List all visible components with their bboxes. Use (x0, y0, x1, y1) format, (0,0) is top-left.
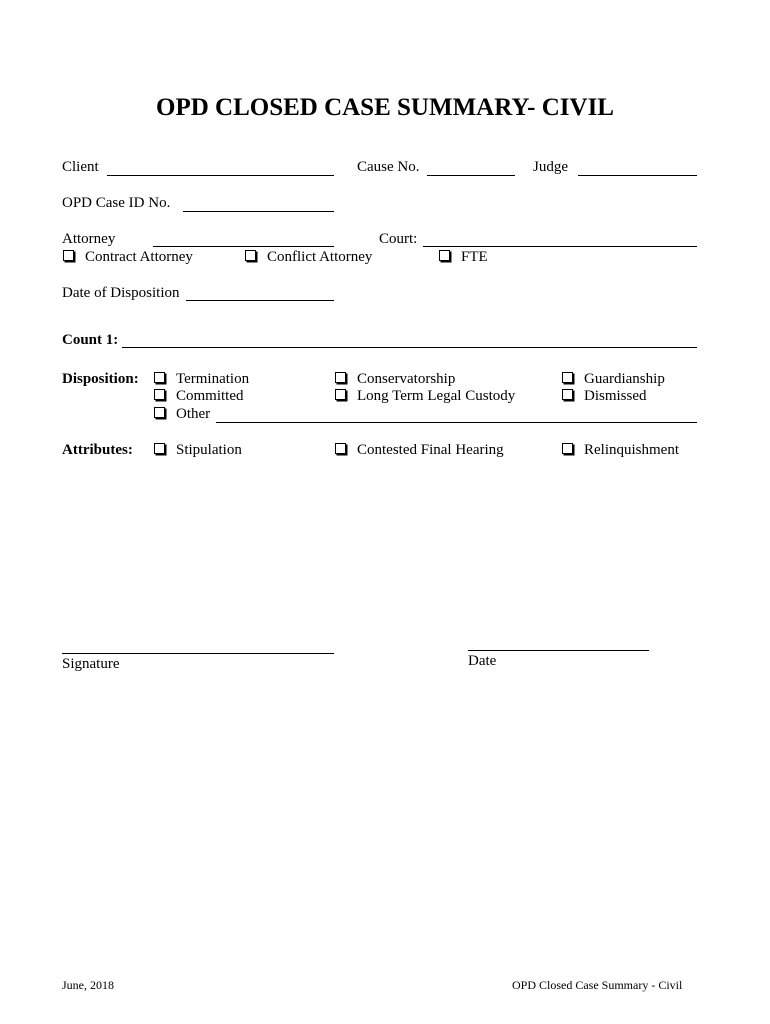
fte-checkbox[interactable] (439, 250, 450, 261)
conservatorship-label: Conservatorship (357, 371, 456, 387)
court-label: Court: (379, 231, 418, 247)
conservatorship-checkbox[interactable] (335, 372, 346, 383)
dismissed-label: Dismissed (584, 388, 647, 404)
form-title: OPD CLOSED CASE SUMMARY- CIVIL (156, 94, 614, 121)
committed-label: Committed (176, 388, 244, 404)
date-label: Date (468, 653, 497, 669)
guardianship-option[interactable] (562, 371, 665, 388)
dismissed-option[interactable] (562, 388, 647, 405)
relinquishment-label: Relinquishment (584, 442, 679, 458)
long-term-custody-checkbox[interactable] (335, 389, 346, 400)
judge-label: Judge (533, 159, 568, 175)
other-label: Other (176, 406, 211, 422)
termination-label: Termination (176, 371, 250, 387)
conflict-attorney-checkbox[interactable] (245, 250, 256, 261)
guardianship-label: Guardianship (584, 371, 665, 387)
conflict-attorney-option[interactable] (245, 249, 372, 266)
contract-attorney-option[interactable] (63, 249, 193, 266)
guardianship-checkbox[interactable] (562, 372, 573, 383)
signature-line[interactable] (62, 635, 334, 654)
other-checkbox[interactable] (154, 407, 165, 418)
footer-date: June, 2018 (62, 978, 114, 992)
contested-hearing-option[interactable] (335, 442, 504, 459)
dismissed-checkbox[interactable] (562, 389, 573, 400)
long-term-custody-label: Long Term Legal Custody (357, 388, 516, 404)
court-field[interactable] (423, 228, 697, 247)
contract-attorney-label: Contract Attorney (85, 249, 193, 265)
signature-label: Signature (62, 656, 120, 672)
footer-doc-title: OPD Closed Case Summary - Civil (512, 978, 683, 992)
count-1-field[interactable] (122, 329, 697, 348)
committed-option[interactable] (154, 388, 244, 405)
relinquishment-option[interactable] (562, 442, 679, 459)
count-1-label: Count 1: (62, 332, 119, 348)
date-disposition-label: Date of Disposition (62, 285, 180, 301)
termination-checkbox[interactable] (154, 372, 165, 383)
long-term-custody-option[interactable] (335, 388, 515, 405)
other-field[interactable] (216, 404, 697, 423)
fte-label: FTE (461, 249, 488, 265)
date-line[interactable] (468, 632, 649, 651)
date-disposition-field[interactable] (186, 282, 334, 301)
committed-checkbox[interactable] (154, 389, 165, 400)
attributes-label: Attributes: (62, 442, 133, 458)
conflict-attorney-label: Conflict Attorney (267, 249, 373, 265)
client-field[interactable] (107, 157, 334, 176)
conservatorship-option[interactable] (335, 371, 455, 388)
stipulation-option[interactable] (154, 442, 242, 459)
contract-attorney-checkbox[interactable] (63, 250, 74, 261)
cause-number-label: Cause No. (357, 159, 420, 175)
stipulation-checkbox[interactable] (154, 443, 165, 454)
termination-option[interactable] (154, 371, 249, 388)
contested-hearing-checkbox[interactable] (335, 443, 346, 454)
stipulation-label: Stipulation (176, 442, 242, 458)
other-option[interactable] (154, 406, 210, 423)
attorney-field[interactable] (153, 228, 334, 247)
disposition-label: Disposition: (62, 371, 139, 387)
client-label: Client (62, 159, 99, 175)
cause-number-field[interactable] (427, 157, 515, 176)
contested-hearing-label: Contested Final Hearing (357, 442, 504, 458)
judge-field[interactable] (578, 157, 697, 176)
fte-option[interactable] (439, 249, 488, 266)
relinquishment-checkbox[interactable] (562, 443, 573, 454)
case-id-label: OPD Case ID No. (62, 195, 171, 211)
case-id-field[interactable] (183, 193, 334, 212)
attorney-label: Attorney (62, 231, 116, 247)
